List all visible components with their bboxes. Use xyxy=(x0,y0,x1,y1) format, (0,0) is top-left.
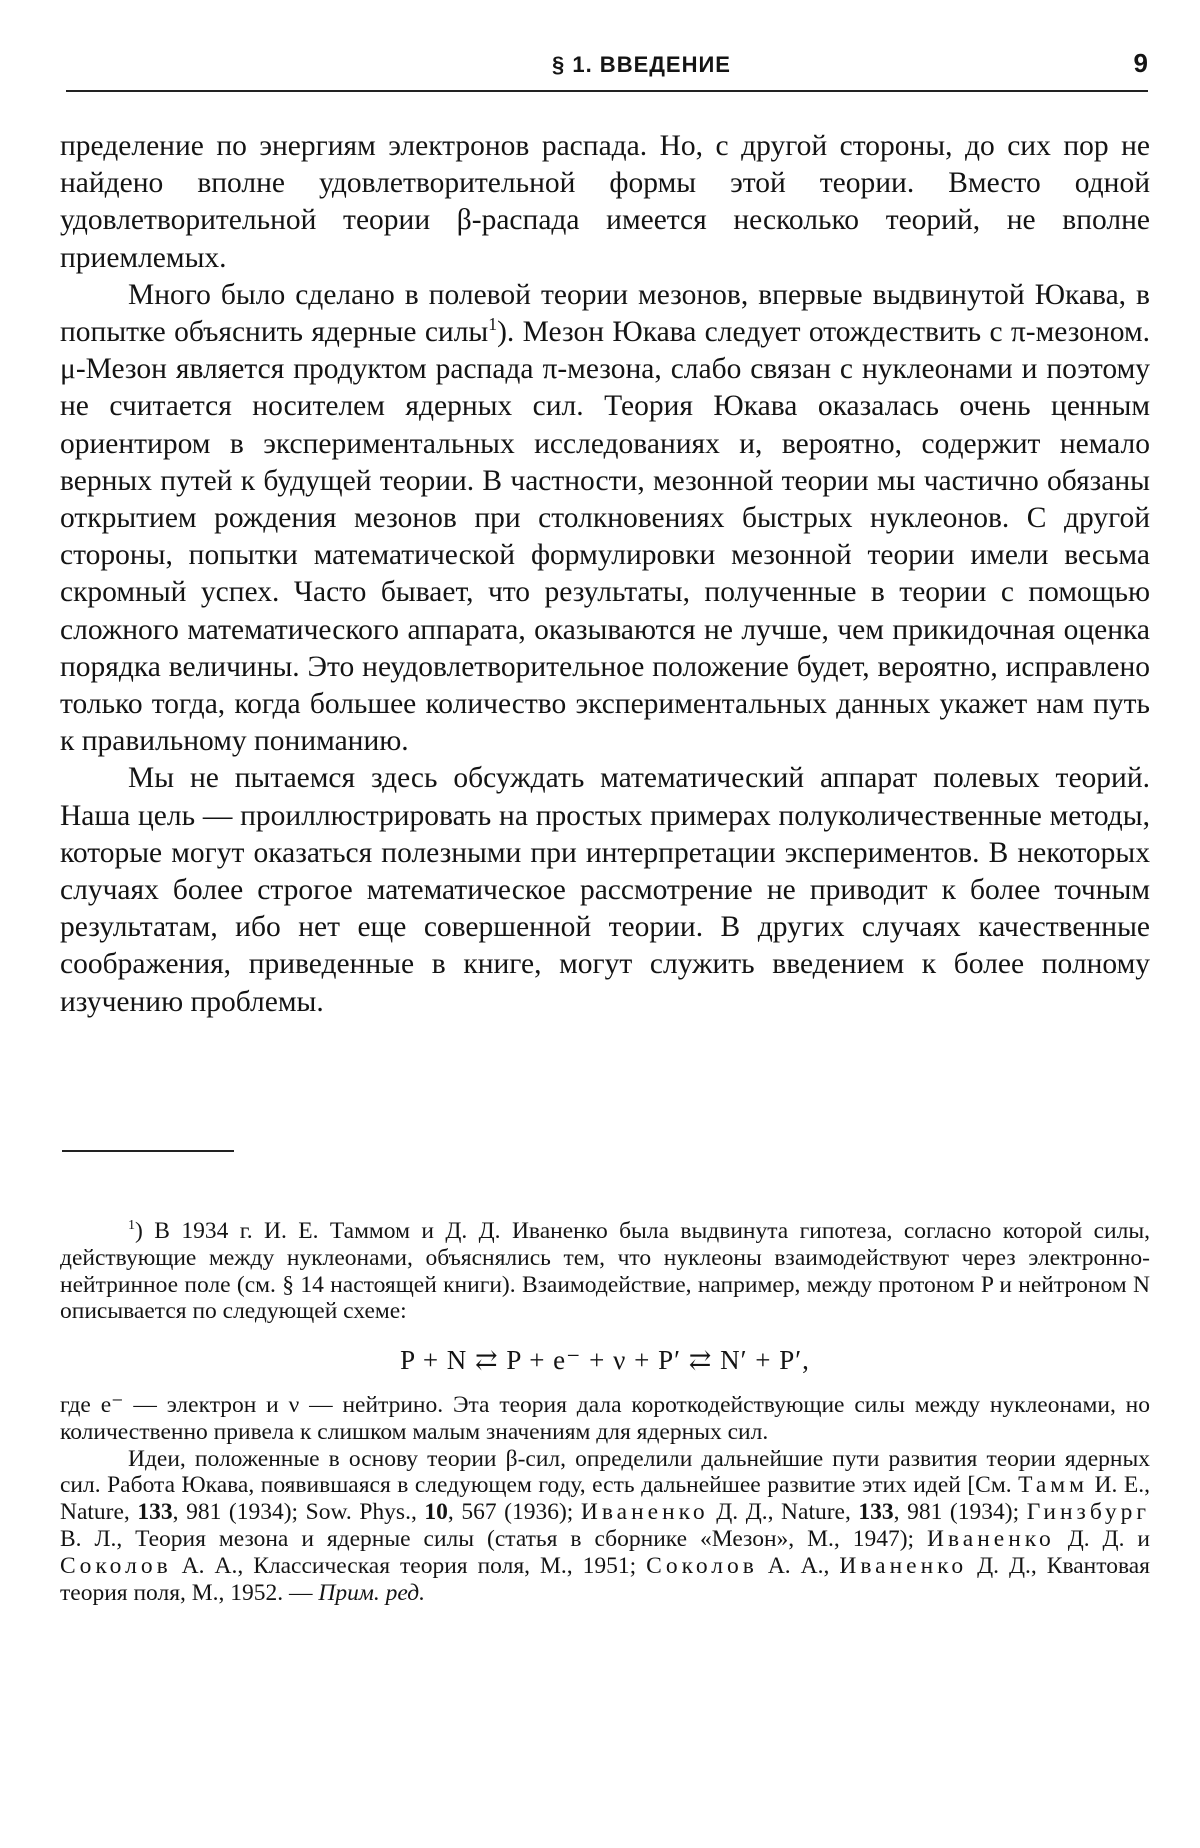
footnote-mark: 1 xyxy=(128,1217,136,1234)
footnote-divider xyxy=(62,1150,234,1152)
editor-note: Прим. ред. xyxy=(318,1579,425,1606)
reaction-formula: P + N ⇄ P + e⁻ + ν + P′ ⇄ N′ + P′, xyxy=(400,1345,810,1376)
footnote-paragraph-3 xyxy=(60,1446,1150,1607)
main-text xyxy=(60,128,1150,1021)
footnote-text-3a: Идеи, положенные в основу теории β-сил, определили дальнейшие пути развития теории ядерных сил. Работа Юкава, появившаяся в следующем году, есть дальнейшее развитие этих идей [См. xyxy=(60,1445,1150,1499)
page-header xyxy=(66,42,1148,92)
footnote-reference: 1 xyxy=(488,314,498,335)
author-tamm: Тамм xyxy=(1018,1472,1089,1499)
paragraph-2 xyxy=(60,277,1150,761)
author-ginzburg: Гинзбург xyxy=(1026,1499,1151,1526)
volume-number: 133 xyxy=(858,1499,894,1526)
page-number: 9 xyxy=(1133,48,1148,78)
footnote-text-3g: В. Л., Теория мезона и ядерные силы (статья в сборнике «Мезон», М., 1947); xyxy=(60,1525,927,1552)
volume-number: 133 xyxy=(137,1499,173,1526)
paragraph-2-start: Много было сделано в полевой теории мезонов, впервые выдвинутой Юкава, в попытке объяснить ядерные силы xyxy=(60,278,1150,349)
author-sokolov: Соколов xyxy=(60,1552,172,1579)
author-ivanenko: Иваненко xyxy=(927,1525,1055,1552)
footnote-text-3c: , 981 (1934); Sow. Phys., xyxy=(172,1499,425,1526)
author-ivanenko: Иваненко xyxy=(580,1499,709,1526)
paragraph-1: пределение по энергиям электронов распада. Но, с другой стороны, до сих пор не найдено вполне удовлетворительной формы этой теории. Вместо одной удовлетворительной теории β-распада имеется несколько теорий, не вполне приемлемых. xyxy=(60,130,1150,274)
footnote-block xyxy=(60,1218,1150,1606)
footnote-text-3k: Д. Д., Квантовая теория поля, М., 1952. — xyxy=(60,1552,1150,1606)
footnote-text-3f: , 981 (1934); xyxy=(893,1499,1027,1526)
footnote-text-3b: И. Е., Nature, xyxy=(60,1472,1151,1526)
paragraph-2-rest: ). Мезон Юкава следует отождествить с π-мезоном. μ-Мезон является продуктом распада π-мезона, слабо связан с нуклеонами и поэтому не считается носителем ядерных сил. Теория Юкава оказалась очень ценным ориентиром в экспериментальных исследованиях и, вероятно, содержит немало верных путей к будущей теории. В частности, мезонной теории мы частично обязаны открытием рождения мезонов при столкновениях быстрых нуклеонов. С другой стороны, попытки математической формулировки мезонной теории имели весьма скромный успех. Часто бывает, что результаты, полученные в теории с помощью сложного математического аппарата, оказываются не лучше, чем прикидочная оценка порядка величины. Это неудовлетворительное положение будет, вероятно, исправлено только тогда, когда большее количество экспериментальных данных укажет нам путь к правильному пониманию. xyxy=(60,316,1150,758)
volume-number: 10 xyxy=(424,1499,448,1526)
running-title: § 1. ВВЕДЕНИЕ xyxy=(552,52,731,77)
author-ivanenko: Иваненко xyxy=(839,1552,968,1579)
footnote-paragraph-2: где e⁻ — электрон и ν — нейтрино. Эта теория дала короткодействующие силы между нуклеонами, но количественно привела к слишком малым значениям для ядерных сил. xyxy=(60,1391,1150,1445)
footnote-text-1: ) В 1934 г. И. Е. Таммом и Д. Д. Иваненко была выдвинута гипотеза, согласно которой силы, действующие между нуклеонами, объяснялись тем, что нуклеоны взаимодействуют через электронно-нейтринное поле (см. § 14 настоящей книги). Взаимодействие, например, между протоном P и нейтроном N описывается по следующей схеме: xyxy=(60,1218,1150,1325)
footnote-text-3h: Д. Д. и xyxy=(1054,1525,1150,1552)
footnote-text-3j: А. А., xyxy=(757,1552,840,1579)
footnote-text-3d: , 567 (1936); xyxy=(447,1499,581,1526)
paragraph-3: Мы не пытаемся здесь обсуждать математический аппарат полевых теорий. Наша цель — проиллюстрировать на простых примерах полуколичественные методы, которые могут оказаться полезными при интерпретации экспериментов. В некоторых случаях более строгое математическое рассмотрение не приводит к более точным результатам, ибо нет еще совершенной теории. В других случаях качественные соображения, приведенные в книге, могут служить введением к более полному изучению проблемы. xyxy=(60,762,1150,1018)
author-sokolov: Соколов xyxy=(646,1552,758,1579)
footnote-text-3i: А. А., Классическая теория поля, М., 1951; xyxy=(171,1552,647,1579)
footnote-text-3e: Д. Д., Nature, xyxy=(708,1499,859,1526)
footnote-paragraph-1 xyxy=(60,1218,1150,1325)
